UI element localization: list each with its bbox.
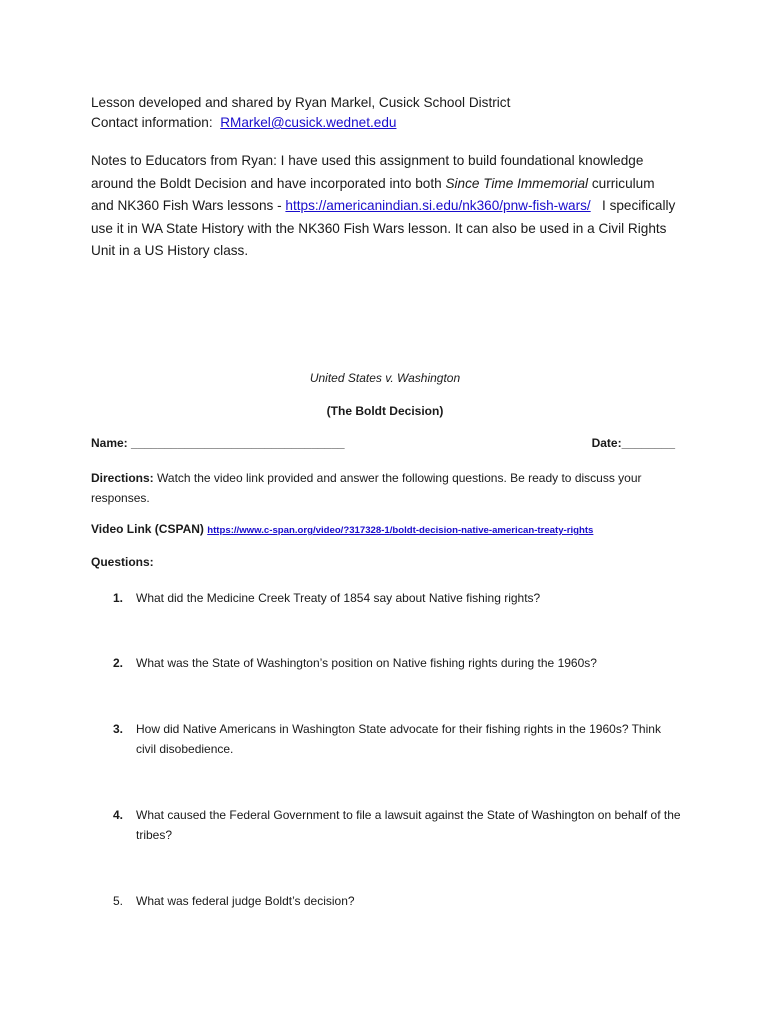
notes-text-2: curriculum and NK360 Fish Wars lessons - — [91, 175, 655, 213]
question-number: 1. — [113, 591, 124, 605]
name-field: Name: ________________________________ — [91, 436, 345, 450]
worksheet-subtitle: (The Boldt Decision) — [326, 404, 444, 418]
directions — [91, 469, 681, 508]
question-item — [113, 653, 683, 673]
question-text: How did Native Americans in Washington State advocate for their fishing rights in the 1960s? Think civil disobedience. — [136, 722, 661, 756]
notes-to-educators — [91, 150, 681, 263]
question-text: What was federal judge Boldt’s decision? — [136, 894, 355, 908]
cspan-video-link[interactable]: https://www.c-span.org/video/?317328-1/boldt-decision-native-american-treaty-rights — [207, 525, 594, 536]
question-item — [113, 588, 683, 608]
question-item — [113, 805, 683, 845]
question-item — [113, 891, 683, 911]
question-number: 3. — [113, 722, 124, 736]
questions-heading: Questions: — [91, 555, 154, 569]
question-text: What caused the Federal Government to file a lawsuit against the State of Washington on behalf of the tribes? — [136, 808, 681, 842]
question-number: 2. — [113, 656, 124, 670]
notes-italic-title: Since Time Immemorial — [445, 175, 589, 191]
author-line: Lesson developed and shared by Ryan Markel, Cusick School District — [91, 95, 511, 110]
lesson-header — [91, 93, 510, 133]
worksheet-title: United States v. Washington — [309, 371, 461, 385]
directions-text: Watch the video link provided and answer the following questions. Be ready to discuss your responses. — [91, 471, 642, 505]
question-text: What was the State of Washington’s position on Native fishing rights during the 1960s? — [136, 656, 597, 670]
notes-text-3: I specifically use it in WA State History with the NK360 Fish Wars lesson. It can also be used in a Civil Rights Unit in a US History class. — [91, 198, 680, 258]
notes-text-1: Notes to Educators from Ryan: I have used this assignment to build foundational knowledge around the Boldt Decision and have incorporated into both — [91, 153, 644, 191]
question-number: 4. — [113, 808, 124, 822]
date-field: Date:________ — [591, 436, 675, 450]
contact-email-link[interactable]: RMarkel@cusick.wednet.edu — [220, 115, 397, 130]
name-date-row — [91, 436, 675, 450]
contact-label: Contact information: — [91, 115, 213, 130]
question-item — [113, 719, 683, 759]
question-text: What did the Medicine Creek Treaty of 1854 say about Native fishing rights? — [136, 591, 541, 605]
contact-line — [91, 113, 510, 133]
nk360-link[interactable]: https://americanindian.si.edu/nk360/pnw-fish-wars/ — [285, 198, 591, 213]
directions-label: Directions: — [91, 471, 154, 485]
question-number: 5. — [113, 894, 124, 908]
video-link-row — [91, 522, 593, 536]
video-link-label: Video Link (CSPAN) — [91, 522, 204, 536]
